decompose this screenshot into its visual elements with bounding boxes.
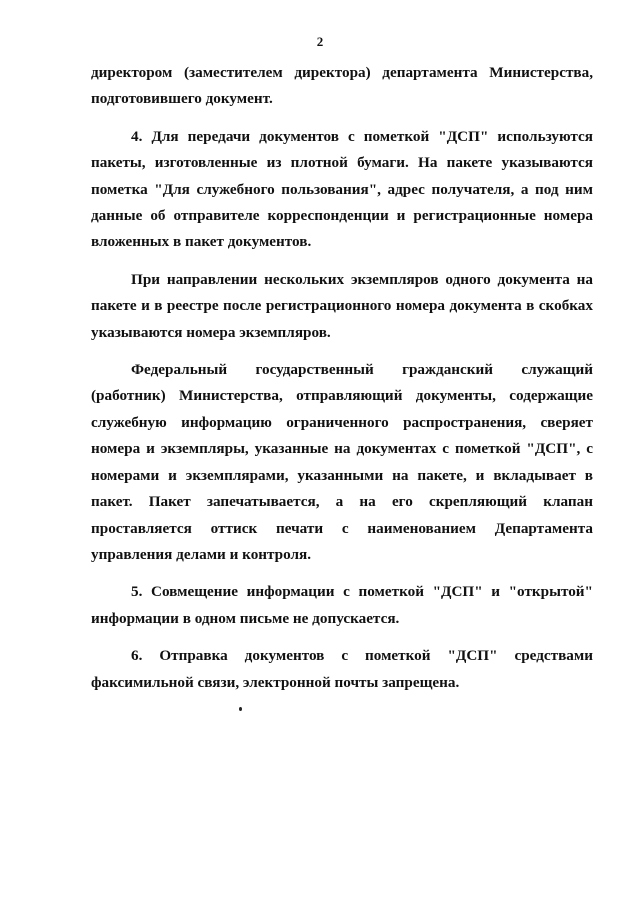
paragraph-sender-verification: Федеральный государственный гражданский служащий (работник) Министерства, отправляющий документы, содержащие служебную информацию ограниченного распространения, сверяет номера и экземпляры, указанные на документах с пометкой "ДСП", с номерами и экземплярами, указанными на пакете, и вкладывает в пакет. Пакет запечатывается, а на его скрепляющий клапан проставляется оттиск печати с наименованием Департамента управления делами и контроля. xyxy=(91,361,593,563)
paragraph-item-5: 5. Совмещение информации с пометкой "ДСП" и "открытой" информации в одном письме не допускается. xyxy=(91,583,593,627)
page-number: 2 xyxy=(316,34,324,49)
paragraph-item-6: 6. Отправка документов с пометкой "ДСП" средствами факсимильной связи, электронной почты запрещена. xyxy=(91,647,593,691)
paragraph-item-4: 4. Для передачи документов с пометкой "ДСП" используются пакеты, изготовленные из плотной бумаги. На пакете указываются пометка "Для служебного пользования", адрес получателя, а под ним данные об отправителе корреспонденции и регистрационные номера вложенных в пакет документов. xyxy=(91,127,593,251)
paragraph-continuation: директором (заместителем директора) департамента Министерства, подготовившего документ. xyxy=(91,64,593,108)
scan-speck xyxy=(239,707,242,711)
document-body xyxy=(91,60,593,707)
paragraph-multiple-copies: При направлении нескольких экземпляров одного документа на пакете и в реестре после регистрационного номера документа в скобках указываются номера экземпляров. xyxy=(91,270,593,341)
